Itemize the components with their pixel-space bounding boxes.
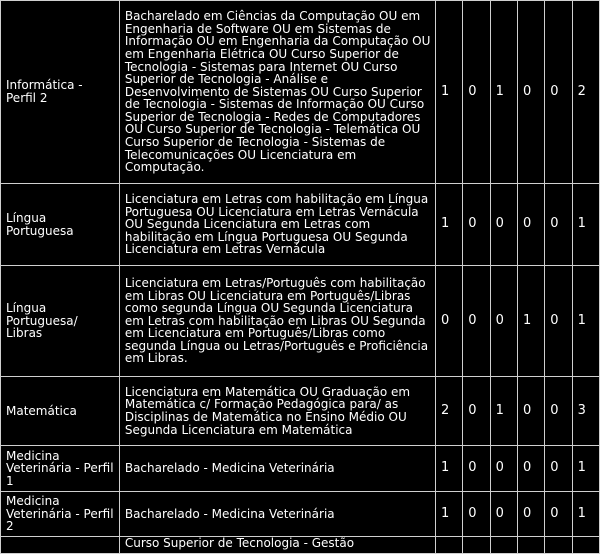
value-cell: 1 [490, 377, 517, 446]
area-cell: Informática - Perfil 2 [1, 1, 120, 184]
value-cell: 3 [572, 377, 599, 446]
table-row [1, 446, 600, 492]
value-cell: 0 [517, 492, 544, 537]
value-cell [572, 537, 599, 554]
value-cell: 0 [545, 446, 572, 492]
table-row [1, 1, 600, 184]
area-cell: Língua Portuguesa [1, 184, 120, 266]
requirement-cell: Licenciatura em Letras/Português com habilitação em Libras OU Licenciatura em Português/Libras como segunda Língua OU Segunda Licenciatura em Letras com habilitação em Libras OU Segunda em Licenciatura em Português/Libras como segunda Língua ou Letras/Português e Proficiência em Libras. [119, 266, 435, 377]
requirement-cell: Bacharelado - Medicina Veterinária [119, 446, 435, 492]
value-cell: 0 [463, 446, 490, 492]
value-cell: 0 [545, 266, 572, 377]
value-cell: 2 [435, 377, 462, 446]
requirement-cell: Bacharelado - Medicina Veterinária [119, 492, 435, 537]
value-cell: 0 [517, 1, 544, 184]
area-cell: Medicina Veterinária - Perfil 1 [1, 446, 120, 492]
requirement-cell: Licenciatura em Matemática OU Graduação em Matemática c/ Formação Pedagógica para/ as Disciplinas de Matemática no Ensino Médio OU Segunda Licenciatura em Matemática [119, 377, 435, 446]
table-row [1, 492, 600, 537]
value-cell: 0 [463, 266, 490, 377]
area-cell: Matemática [1, 377, 120, 446]
value-cell [545, 537, 572, 554]
table-row [1, 377, 600, 446]
value-cell: 0 [517, 377, 544, 446]
value-cell: 0 [490, 184, 517, 266]
area-cell: Língua Portuguesa/ Libras [1, 266, 120, 377]
value-cell: 0 [545, 377, 572, 446]
value-cell: 0 [435, 266, 462, 377]
value-cell [463, 537, 490, 554]
area-cell: Medicina Veterinária - Perfil 2 [1, 492, 120, 537]
value-cell: 1 [490, 1, 517, 184]
value-cell: 0 [490, 446, 517, 492]
value-cell: 0 [463, 1, 490, 184]
value-cell: 0 [490, 492, 517, 537]
value-cell: 1 [435, 184, 462, 266]
value-cell: 0 [463, 492, 490, 537]
value-cell: 1 [435, 1, 462, 184]
value-cell: 0 [490, 266, 517, 377]
value-cell: 1 [572, 266, 599, 377]
value-cell: 1 [435, 446, 462, 492]
value-cell: 0 [545, 1, 572, 184]
value-cell: 1 [572, 492, 599, 537]
value-cell: 0 [545, 492, 572, 537]
value-cell: 2 [572, 1, 599, 184]
value-cell: 0 [463, 377, 490, 446]
value-cell: 1 [517, 266, 544, 377]
value-cell [517, 537, 544, 554]
table-row [1, 537, 600, 554]
value-cell: 1 [572, 184, 599, 266]
table-row [1, 184, 600, 266]
value-cell: 0 [517, 446, 544, 492]
table-row [1, 266, 600, 377]
area-cell [1, 537, 120, 554]
requirement-cell: Curso Superior de Tecnologia - Gestão [119, 537, 435, 554]
value-cell: 1 [435, 492, 462, 537]
value-cell [435, 537, 462, 554]
value-cell: 0 [517, 184, 544, 266]
value-cell: 1 [572, 446, 599, 492]
requirement-cell: Bacharelado em Ciências da Computação OU em Engenharia de Software OU em Sistemas de Informação OU em Engenharia da Computação OU em Engenharia Elétrica OU Curso Superior de Tecnologia - Sistemas para Internet OU Curso Superior de Tecnologia - Análise e Desenvolvimento de Sistemas OU Curso Superior de Tecnologia - Sistemas de Informação OU Curso Superior de Tecnologia - Redes de Computadores OU Curso Superior de Tecnologia - Telemática OU Curso Superior de Tecnologia - Sistemas de Telecomunicações OU Licenciatura em Computação. [119, 1, 435, 184]
value-cell [490, 537, 517, 554]
value-cell: 0 [463, 184, 490, 266]
value-cell: 0 [545, 184, 572, 266]
requirement-cell: Licenciatura em Letras com habilitação em Língua Portuguesa OU Licenciatura em Letras Vernácula OU Segunda Licenciatura em Letras com habilitação em Língua Portuguesa OU Segunda Licenciatura em Letras Vernácula [119, 184, 435, 266]
